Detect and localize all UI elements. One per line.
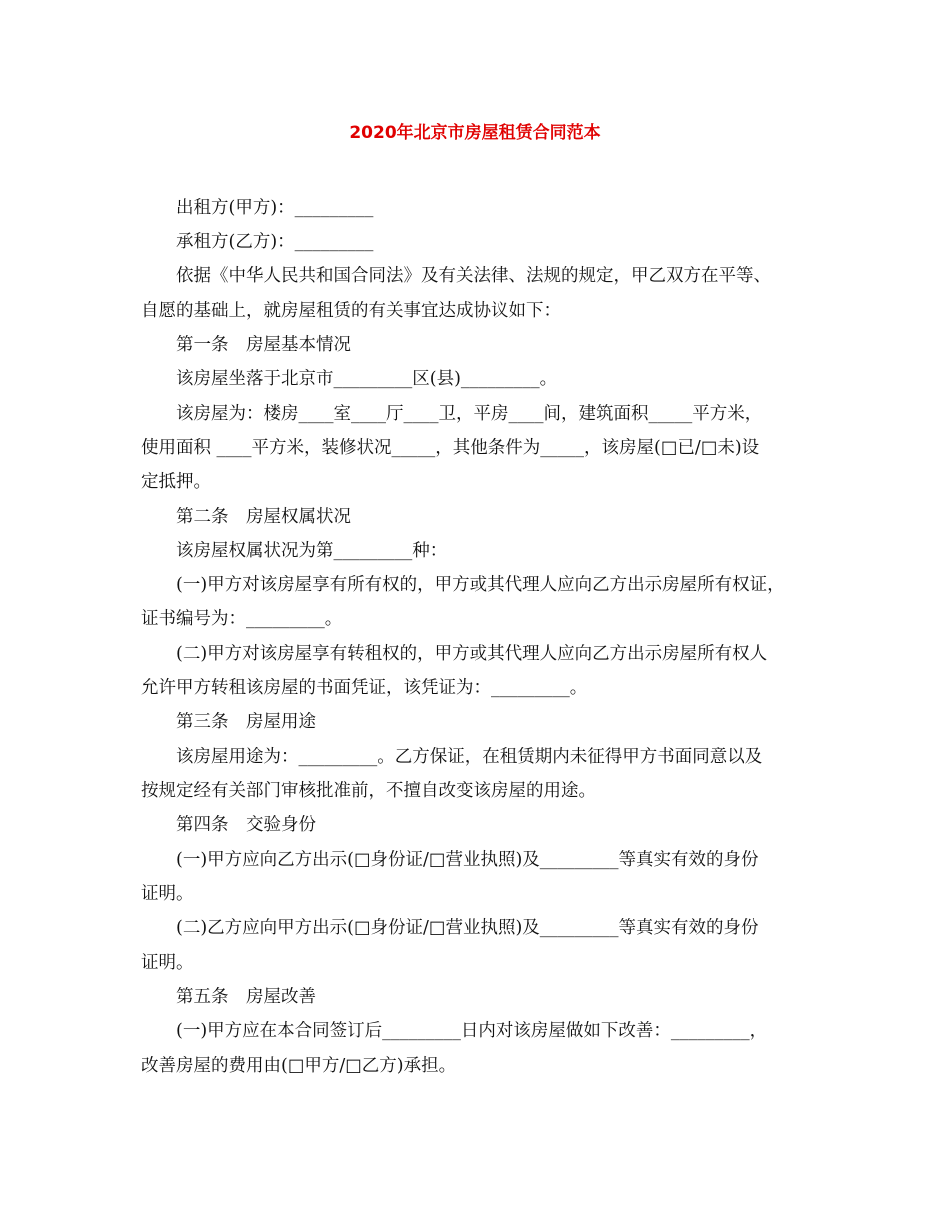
- article-2-intro: 该房屋权属状况为第_________种：: [176, 541, 448, 561]
- document-title: 2020年北京市房屋租赁合同范本: [349, 123, 601, 143]
- article-4-item-1a: (一)甲方应向乙方出示(□身份证/□营业执照)及_________等真实有效的身份: [176, 850, 759, 870]
- article-4-item-2a: (二)乙方应向甲方出示(□身份证/□营业执照)及_________等真实有效的身份: [176, 918, 759, 938]
- article-2-item-1a: (一)甲方对该房屋享有所有权的，甲方或其代理人应向乙方出示房屋所有权证，: [176, 575, 785, 595]
- preamble-line-1: 依据《中华人民共和国合同法》及有关法律、法规的规定，甲乙双方在平等、: [176, 266, 771, 286]
- lessee-line: 承租方(乙方)：_________: [176, 232, 374, 252]
- article-4-heading: 第四条 交验身份: [176, 815, 316, 835]
- article-3-heading: 第三条 房屋用途: [176, 712, 316, 732]
- article-4-item-1b: 证明。: [141, 884, 194, 904]
- article-5-item-1b: 改善房屋的费用由(□甲方/□乙方)承担。: [141, 1056, 457, 1076]
- article-2-heading: 第二条 房屋权属状况: [176, 507, 351, 527]
- preamble-line-2: 自愿的基础上，就房屋租赁的有关事宜达成协议如下：: [141, 301, 561, 321]
- article-1-location: 该房屋坐落于北京市_________区(县)_________。: [176, 369, 558, 389]
- article-4-item-2b: 证明。: [141, 953, 194, 973]
- article-1-heading: 第一条 房屋基本情况: [176, 335, 351, 355]
- article-2-item-2b: 允许甲方转租该房屋的书面凭证，该凭证为：_________。: [141, 678, 588, 698]
- article-1-detail-1: 该房屋为：楼房____室____厅____卫，平房____间，建筑面积_____平方米，: [176, 404, 763, 424]
- article-1-detail-3: 定抵押。: [141, 472, 211, 492]
- article-3-text-1: 该房屋用途为：_________。乙方保证，在租赁期内未征得甲方书面同意以及: [176, 747, 763, 767]
- article-1-detail-2: 使用面积 ____平方米，装修状况_____，其他条件为_____，该房屋(□已/□未)设: [141, 438, 760, 458]
- article-3-text-2: 按规定经有关部门审核批准前，不擅自改变该房屋的用途。: [141, 781, 596, 801]
- lessor-line: 出租方(甲方)：_________: [176, 198, 374, 218]
- article-5-heading: 第五条 房屋改善: [176, 987, 316, 1007]
- article-5-item-1a: (一)甲方应在本合同签订后_________日内对该房屋做如下改善：_________，: [176, 1021, 768, 1041]
- article-2-item-2a: (二)甲方对该房屋享有转租权的，甲方或其代理人应向乙方出示房屋所有权人: [176, 644, 768, 664]
- article-2-item-1b: 证书编号为：_________。: [141, 609, 343, 629]
